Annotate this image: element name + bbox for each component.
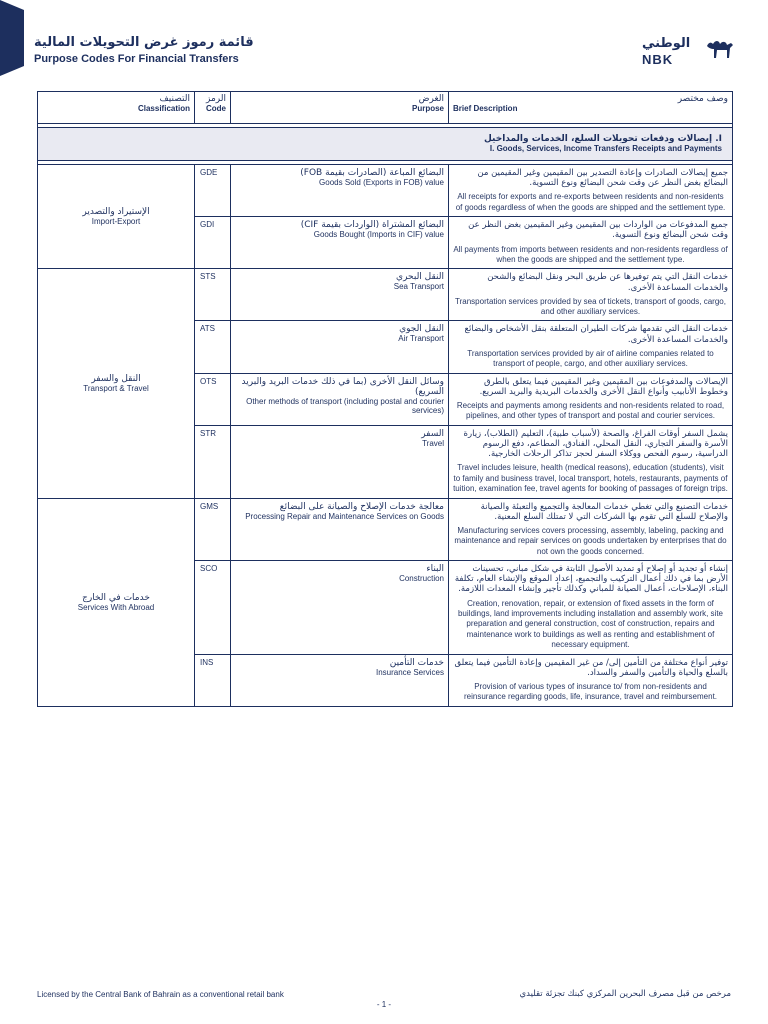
code-cell: GDE (195, 165, 231, 217)
section-heading: I. إيصالات ودفعات تحويلات السلع، الخدمات والمداخيل I. Goods, Services, Income Transfers Receipts and Payments (38, 128, 733, 161)
code-cell: ATS (195, 321, 231, 373)
code-cell: INS (195, 654, 231, 706)
description-cell: إنشاء أو تجديد أو إصلاح أو تمديد الأصول الثابتة في شكل مباني، تحسينات الأرض بما في ذلك أعمال التركيب والتجميع، إعداد الموقع والإنشاء العام، تكلفة البناء، الإصلاحات، أعمال الصيانة للمباني وكذلك تأجير وإنشاء المعدات اللازمة. Creation, renovation, repair, or extension of fixed assets in the form of buildings, land improvements including installation and assembly work, site preparation and general construction, cost of construction, repairs and maintenance work to buildings as well as renting and establishment of necessary equipment. (449, 561, 733, 655)
code-cell: STR (195, 425, 231, 498)
description-cell: توفير أنواع مختلفة من التأمين إلى/ من غير المقيمين وإعادة التأمين فيما يتعلق بالسلع والحياة والتأمين والسفر والسداد. Provision of various types of insurance to/ from non-residents and reinsurance regarding goods, life, insurance, travel and reimbursement. (449, 654, 733, 706)
header-code: الرمز Code (195, 92, 231, 124)
header-description: وصف مختصر Brief Description (449, 92, 733, 124)
purpose-cell: السفر Travel (231, 425, 449, 498)
code-cell: GDI (195, 217, 231, 269)
purpose-cell: النقل الجوي Air Transport (231, 321, 449, 373)
purpose-cell: البناء Construction (231, 561, 449, 655)
code-cell: GMS (195, 498, 231, 561)
classification-cell: النقل والسفر Transport & Travel (38, 269, 195, 498)
description-cell: يشمل السفر أوقات الفراغ، والصحة (لأسباب طبية)، التعليم (الطلاب)، زيارة الأسرة والسفر التجاري، النقل المحلي، الفنادق، المطاعم، دفع الرسوم الدراسية، رسوم الفحص ووكلاء السفر لحجز تذاكر الرحلات الخارجية. Travel includes leisure, health (medical reasons), education (students), visit to family and business travel, local transport, hotels, restaurants, payments of tuition, examination fee, travel agents for booking of passages of foreign trips. (449, 425, 733, 498)
table-header-row (38, 92, 733, 124)
purpose-cell: البضائع المشتراة (الواردات بقيمة CIF) Goods Bought (Imports in CIF) value (231, 217, 449, 269)
logo-text: NBK (642, 52, 674, 67)
header-purpose: الغرض Purpose (231, 92, 449, 124)
corner-decoration (0, 0, 24, 76)
description-cell: الإيصالات والمدفوعات بين المقيمين وغير المقيمين فيما يتعلق بالطرق وخطوط الأنابيب وأنواع النقل الأخرى والخدمات البريدية والبريد السريع. Receipts and payments among residents and non-residents related to road, pipelines, and other types of transport and postal and courier services. (449, 373, 733, 425)
description-cell: خدمات النقل التي يتم توفيرها عن طريق البحر ونقل البضائع والشحن والخدمات المساعدة الأخرى. Transportation services provided by sea of tickets, transport of goods, cargo, and other auxiliary services. (449, 269, 733, 321)
purpose-cell: النقل البحري Sea Transport (231, 269, 449, 321)
description-cell: جميع المدفوعات من الواردات بين المقيمين وغير المقيمين بغض النظر عن وقت شحن البضائع ونوع التسوية. All payments from imports between residents and non-residents regardless of when the goods are shipped and the settlement type. (449, 217, 733, 269)
page-title-arabic: قائمة رموز غرض التحويلات المالية (34, 35, 254, 50)
description-cell: جميع إيصالات الصادرات وإعادة التصدير بين المقيمين وغير المقيمين من البضائع بغض النظر عن وقت شحن البضائع ونوع التسوية. All receipts for exports and re-exports between residents and non-residents of goods regardless of when the goods are shipped and the settlement type. (449, 165, 733, 217)
footer-license-english: Licensed by the Central Bank of Bahrain as a conventional retail bank (37, 990, 284, 999)
header-classification: التصنيف Classification (38, 92, 195, 124)
purpose-cell: البضائع المباعة (الصادرات بقيمة FOB) Goods Sold (Exports in FOB) value (231, 165, 449, 217)
description-cell: خدمات النقل التي تقدمها شركات الطيران المتعلقة بنقل الأشخاص والبضائع والخدمات المساعدة الأخرى. Transportation services provided by air of airline companies related to transport of people, cargo, and other auxiliary services. (449, 321, 733, 373)
page-title: Purpose Codes For Financial Transfers (34, 53, 239, 65)
code-cell: SCO (195, 561, 231, 655)
purpose-cell: خدمات التأمين Insurance Services (231, 654, 449, 706)
logo-text-arabic: الوطني (642, 36, 691, 51)
footer-license-arabic: مرخص من قبل مصرف البحرين المركزي كبنك تجزئة تقليدي (519, 989, 731, 999)
table-row (38, 498, 733, 561)
description-cell: خدمات التصنيع والتي تغطي خدمات المعالجة والتجميع والتعبئة والصيانة والإصلاح للسلع التي تقوم بها الشركات التي لا تمتلك السلع المعنية. Manufacturing services covers processing, assembly, labeling, packing and maintenance and repair services on goods undertaken by enterprises that do not own the goods concerned. (449, 498, 733, 561)
purpose-cell: وسائل النقل الأخرى (بما في ذلك خدمات البريد والبريد السريع) Other methods of transport (including postal and courier services) (231, 373, 449, 425)
purpose-cell: معالجة خدمات الإصلاح والصيانة على البضائع Processing Repair and Maintenance Services on Goods (231, 498, 449, 561)
table-row (38, 165, 733, 217)
code-cell: STS (195, 269, 231, 321)
camel-icon (705, 36, 735, 60)
table-row (38, 269, 733, 321)
classification-cell: الإستيراد والتصدير Import-Export (38, 165, 195, 269)
classification-cell: خدمات في الخارج Services With Abroad (38, 498, 195, 706)
code-cell: OTS (195, 373, 231, 425)
purpose-codes-table (37, 91, 733, 707)
page-number: - 1 - (376, 1000, 392, 1009)
